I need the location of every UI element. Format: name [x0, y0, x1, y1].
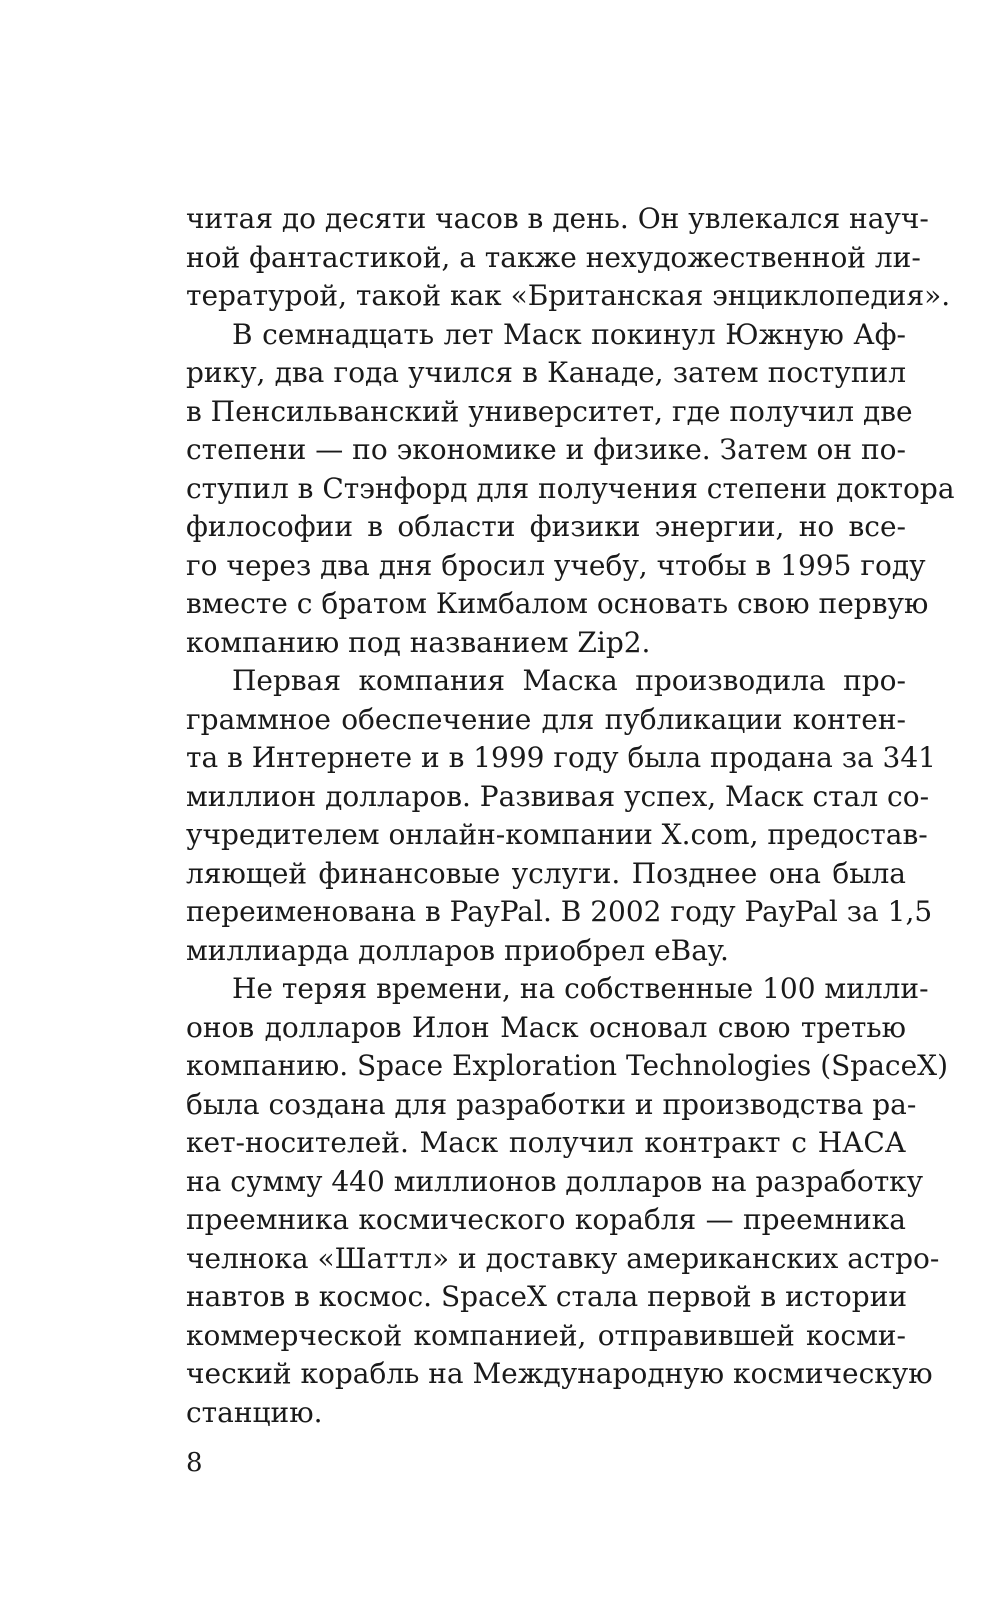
text-line: граммное обеспечение для публикации контен- [186, 702, 906, 736]
text-line: философии в области физики энергии, но все- [186, 510, 906, 543]
text-line: ческий корабль на Международную космическую [186, 1357, 933, 1390]
body-text [186, 200, 955, 1432]
page-number: 8 [186, 1448, 203, 1478]
text-line: ступил в Стэнфорд для получения степени доктора [186, 471, 955, 505]
text-line: ляющей финансовые услуги. Позднее она была [186, 856, 906, 890]
text-line: читая до десяти часов в день. Он увлекался науч- [186, 202, 929, 235]
text-line: Не теряя времени, на собственные 100 милли- [232, 972, 929, 1005]
text-line: Первая компания Маска производила про- [232, 664, 906, 697]
text-line: компанию. Space Exploration Technologies (SpaceX) [186, 1049, 949, 1082]
text-line: го через два дня бросил учебу, чтобы в 1995 году [186, 548, 926, 582]
text-line: в Пенсильванский университет, где получил две [186, 394, 913, 428]
text-line: на сумму 440 миллионов долларов на разработку [186, 1164, 924, 1198]
text-line: компанию под названием Zip2. [186, 625, 651, 659]
text-line: кет-носителей. Маск получил контракт с НАСА [186, 1126, 906, 1159]
text-line: переименована в PayPal. В 2002 году PayPal за 1,5 [186, 895, 933, 928]
paragraph [186, 970, 949, 1432]
text-line: степени — по экономике и физике. Затем он по- [186, 433, 906, 466]
text-line: коммерческой компанией, отправившей косми- [186, 1318, 906, 1352]
text-line: та в Интернете и в 1999 году была продана за 341 [186, 741, 936, 774]
paragraph [186, 316, 955, 663]
text-line: В семнадцать лет Маск покинул Южную Аф- [232, 317, 906, 351]
text-line: ной фантастикой, а также нехудожественной ли- [186, 240, 921, 274]
text-line: была создана для разработки и производства ра- [186, 1087, 917, 1121]
text-line: рику, два года учился в Канаде, затем поступил [186, 356, 906, 389]
text-line: станцию. [186, 1395, 323, 1429]
text-line: тературой, такой как «Британская энциклопедия». [186, 279, 951, 312]
text-line: челнока «Шаттл» и доставку американских астро- [186, 1241, 940, 1275]
text-line: миллиарда долларов приобрел eBay. [186, 933, 729, 967]
paragraph [186, 662, 936, 970]
text-line: навтов в космос. SpaceX стала первой в истории [186, 1280, 908, 1313]
paragraph [186, 200, 951, 316]
text-line: преемника космического корабля — преемника [186, 1203, 906, 1236]
text-line: миллион долларов. Развивая успех, Маск стал со- [186, 779, 930, 813]
text-line: онов долларов Илон Маск основал свою третью [186, 1010, 906, 1044]
text-line: вместе с братом Кимбалом основать свою первую [186, 587, 929, 620]
text-line: учредителем онлайн-компании X.com, предостав- [186, 818, 928, 851]
